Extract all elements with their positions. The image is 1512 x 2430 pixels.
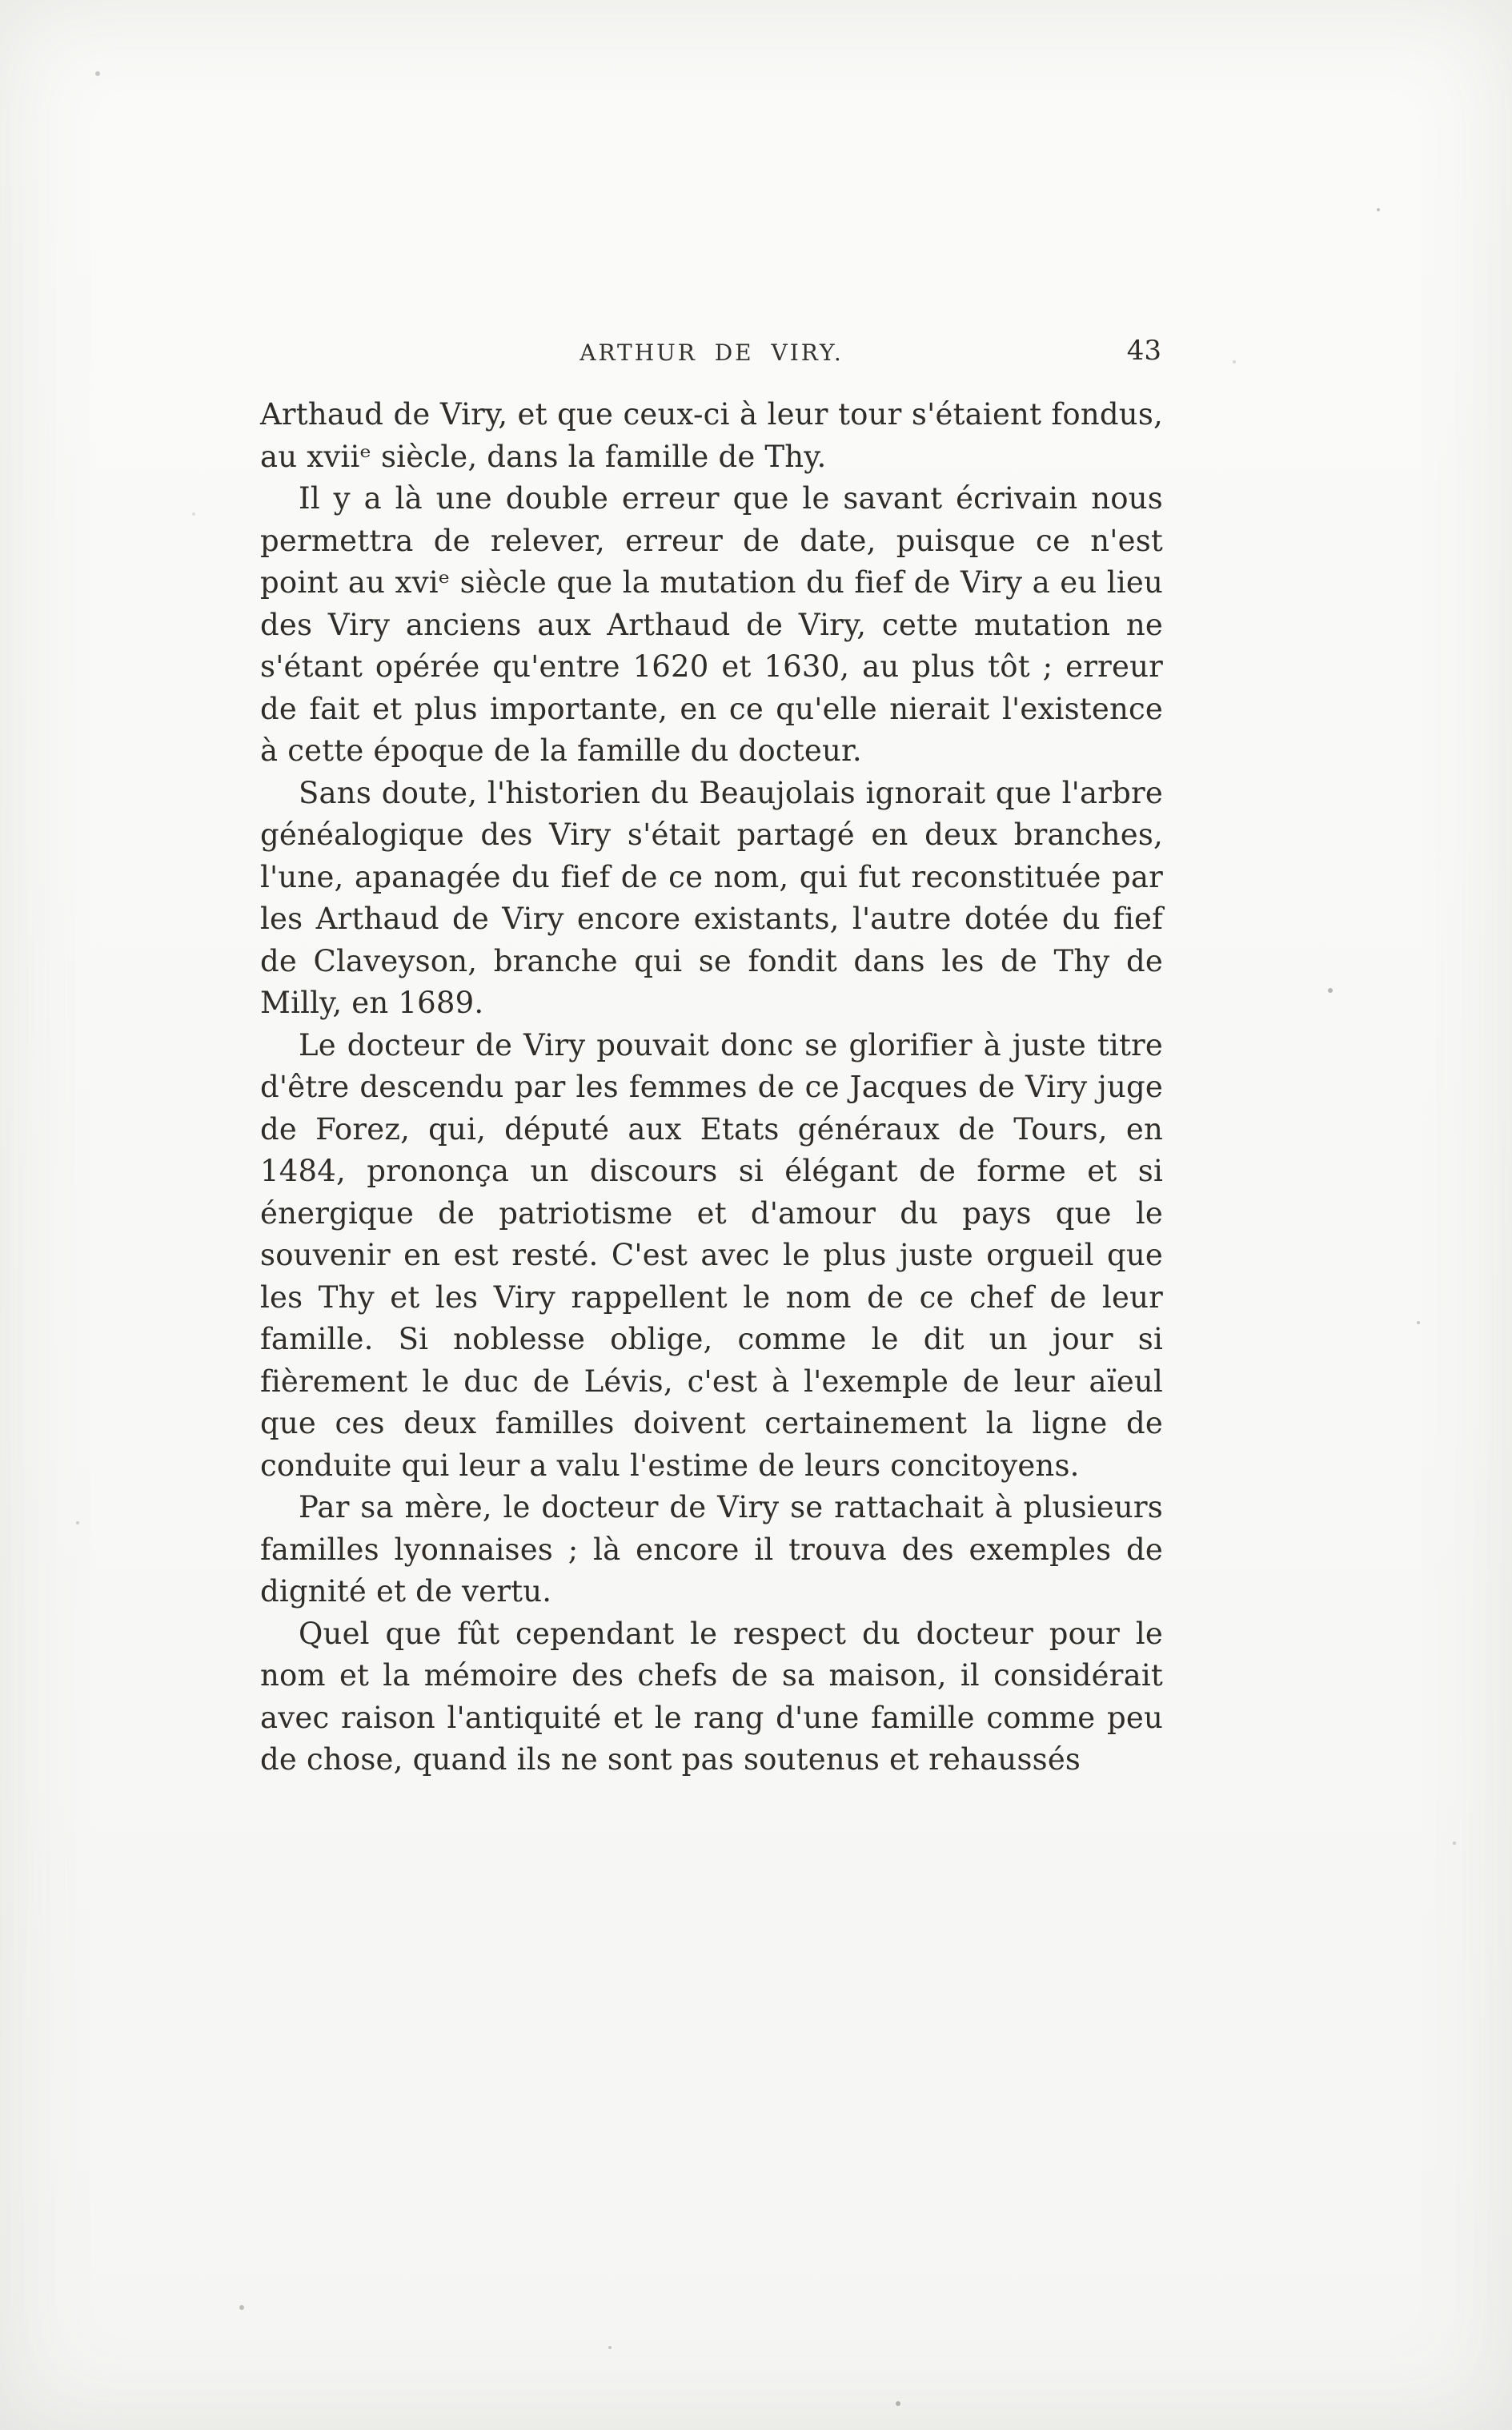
paragraph: Le docteur de Viry pouvait donc se glorifier à juste titre d'être descendu par les femmes de ce Jacques de Viry juge de Forez, qui, député aux Etats généraux de Tours, en 1484, prononça un discours si élégant de forme et si énergique de patriotisme et d'amour du pays que le souvenir en est resté. C'est avec le plus juste orgueil que les Thy et les Viry rappellent le nom de ce chef de leur famille. Si noblesse oblige, comme le dit un jour si fièrement le duc de Lévis, c'est à l'exemple de leur aïeul que ces deux familles doivent certainement la ligne de conduite qui leur a valu l'estime de leurs concitoyens. <box>260 1027 1163 1483</box>
text-block <box>260 394 1163 1781</box>
paragraph: Arthaud de Viry, et que ceux-ci à leur tour s'étaient fondus, au xviiᵉ siècle, dans la famille de Thy. <box>260 397 1163 474</box>
paragraph: Sans doute, l'historien du Beaujolais ignorait que l'arbre généalogique des Viry s'était partagé en deux branches, l'une, apanagée du fief de ce nom, qui fut reconstituée par les Arthaud de Viry encore existants, l'autre dotée du fief de Claveyson, branche qui se fondit dans les de Thy de Milly, en 1689. <box>260 775 1163 1020</box>
page-number: 43 <box>1126 335 1161 367</box>
running-title: ARTHUR DE VIRY. <box>580 339 844 366</box>
scan-speck <box>0 0 3 3</box>
paragraph: Quel que fût cependant le respect du docteur pour le nom et la mémoire des chefs de sa maison, il considérait avec raison l'antiquité et le rang d'une famille comme peu de chose, quand ils ne sont pas soutenus et rehaussés <box>260 1616 1163 1777</box>
paragraph: Il y a là une double erreur que le savant écrivain nous permettra de relever, erreur de date, puisque ce n'est point au xviᵉ siècle que la mutation du fief de Viry a eu lieu des Viry anciens aux Arthaud de Viry, cette mutation ne s'étant opérée qu'entre 1620 et 1630, au plus tôt ; erreur de fait et plus importante, en ce qu'elle nierait l'existence à cette époque de la famille du docteur. <box>260 481 1163 768</box>
paragraph: Par sa mère, le docteur de Viry se rattachait à plusieurs familles lyonnaises ; là encore il trouva des exemples de dignité et de vertu. <box>260 1490 1163 1609</box>
running-header <box>260 335 1163 376</box>
